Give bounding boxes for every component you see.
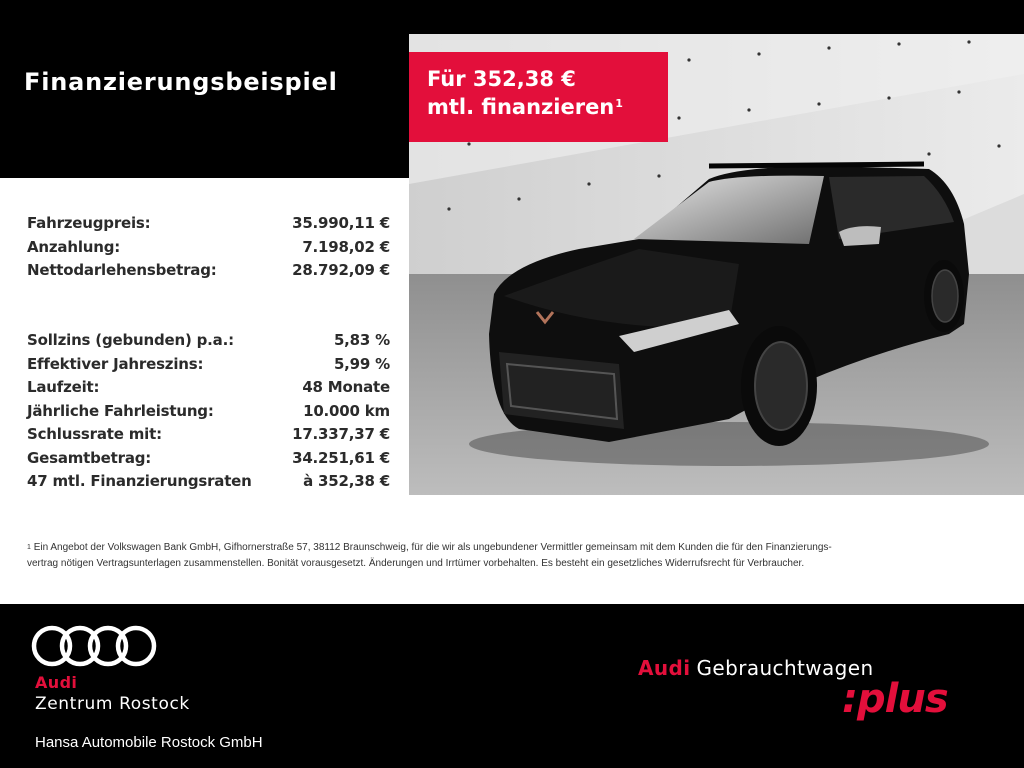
row-label: Sollzins (gebunden) p.a.: [27, 331, 234, 349]
footer [0, 604, 1024, 768]
financing-row [27, 259, 390, 283]
footnote-mark: 1 [27, 544, 31, 551]
financing-row [27, 447, 390, 471]
dealer-brand: Audi [35, 673, 78, 692]
audi-rings-icon [31, 624, 157, 668]
plus-logo: :plus [842, 676, 948, 722]
row-value: 17.337,37 € [292, 425, 390, 443]
row-label: Nettodarlehensbetrag: [27, 261, 217, 279]
financing-group-b [27, 329, 390, 494]
gw-text: Gebrauchtwagen [696, 656, 874, 680]
page-title: Finanzierungsbeispiel [24, 68, 338, 96]
promo-line1: Für 352,38 € [427, 67, 576, 91]
row-label: 47 mtl. Finanzierungsraten [27, 472, 252, 490]
gw-brand: Audi [638, 656, 691, 680]
row-value: 7.198,02 € [302, 237, 390, 256]
footnote-line2: vertrag nötigen Vertragsunterlagen zusammenstellen. Bonität vorausgesetzt. Änderungen und Irrtümer vorbehalten. Es besteht ein gesetzliches Widerrufsrecht für Verbraucher. [27, 558, 805, 569]
financing-row [27, 400, 390, 424]
promo-line2 [427, 93, 668, 121]
promo-banner [409, 52, 668, 142]
footnote-line1: Ein Angebot der Volkswagen Bank GmbH, Gifhornerstraße 57, 38112 Braunschweig, für die wir als ungebundener Vermittler gemeinsam mit dem Kunden die für den Finanzierungs- [33, 542, 832, 553]
row-label: Jährliche Fahrleistung: [27, 401, 214, 420]
row-label: Effektiver Jahreszins: [27, 354, 204, 373]
financing-group-a [27, 212, 390, 283]
financing-row [27, 376, 390, 400]
row-label: Anzahlung: [27, 237, 121, 256]
dealer-name: Zentrum Rostock [35, 694, 190, 714]
row-label: Schlussrate mit: [27, 425, 162, 443]
row-value: 10.000 km [303, 401, 390, 420]
financing-row [27, 329, 390, 353]
legal-footnote [27, 540, 1017, 572]
promo-footnote-mark: 1 [615, 97, 623, 110]
financing-row [27, 470, 390, 494]
row-value: 5,99 % [333, 354, 390, 373]
financing-row [27, 212, 390, 236]
row-value: 48 Monate [302, 378, 390, 396]
title-block [0, 0, 409, 178]
row-label: Fahrzeugpreis: [27, 214, 151, 232]
row-value: à 352,38 € [303, 472, 390, 490]
financing-row [27, 353, 390, 377]
row-value: 28.792,09 € [292, 261, 390, 279]
row-value: 35.990,11 € [292, 214, 390, 232]
row-value: 34.251,61 € [292, 448, 390, 467]
financing-row [27, 423, 390, 447]
row-label: Laufzeit: [27, 378, 100, 396]
financing-row [27, 236, 390, 260]
row-label: Gesamtbetrag: [27, 448, 152, 467]
row-value: 5,83 % [333, 331, 390, 349]
gebrauchtwagen-label [638, 656, 874, 680]
company-name: Hansa Automobile Rostock GmbH [35, 734, 263, 751]
promo-line2-text: mtl. finanzieren [427, 95, 615, 119]
